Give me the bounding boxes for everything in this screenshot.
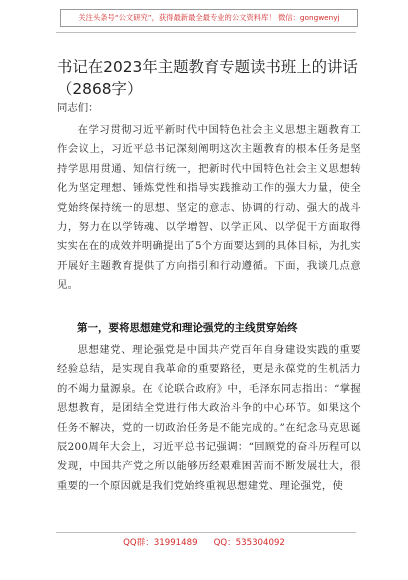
promo-banner-text: 关注头条号“公文研究”，获得最新最全最专业的公文资料库！ 微信：gongwenyj <box>78 13 340 22</box>
footer-qq-group: QQ群：31991489 <box>123 538 198 548</box>
footer-qq: QQ：535304092 <box>213 538 285 548</box>
body-paragraph-2: 思想建党、理论强党是中国共产党百年自身建设实践的重要经验总结，是实现自我革命的重要路径，更是永葆党的生机活力的不竭力量源泉。在《论联合政府》中，毛泽东同志指出：“掌握思想教育，是团结全党进行伟大政治斗争的中心环节。如果这个任务不解决，党的一切政治任务是不能完成的。”在纪念马克思诞辰200周年大会上，习近平总书记强调：“回顾党的奋斗历程可以发现，中国共产党之所以能够历经艰难困苦而不断发展壮大，很重要的一个原因就是我们党始终重视思想建党、理论强党，使 <box>57 344 361 492</box>
body-paragraph-1: 在学习贯彻习近平新时代中国特色社会主义思想主题教育工作会议上，习近平总书记深刻阐明这次主题教育的根本任务是坚持学思用贯通、知信行统一，把新时代中国特色社会主义思想转化为坚定理想、锤炼党性和指导实践推动工作的强大力量，使全党始终保持统一的思想、坚定的意志、协调的行动、强大的战斗力，努力在以学铸魂、以学增智、以学正风、以学促干方面取得实实在在的成效并明确提出了5个方面要达到的具体目标，为扎实开展好主题教育提供了方向指引和行动遵循。下面，我谈几点意见。 <box>57 124 361 292</box>
footer-divider <box>56 532 356 533</box>
promo-banner <box>60 9 358 27</box>
header-divider <box>56 32 356 33</box>
greeting: 同志们： <box>57 102 99 114</box>
footer-contact <box>0 537 408 549</box>
document-title: 书记在2023年主题教育专题读书班上的讲话（2868字） <box>57 58 358 98</box>
section-heading: 第一，要将思想建党和理论强党的主线贯穿始终 <box>77 322 298 334</box>
